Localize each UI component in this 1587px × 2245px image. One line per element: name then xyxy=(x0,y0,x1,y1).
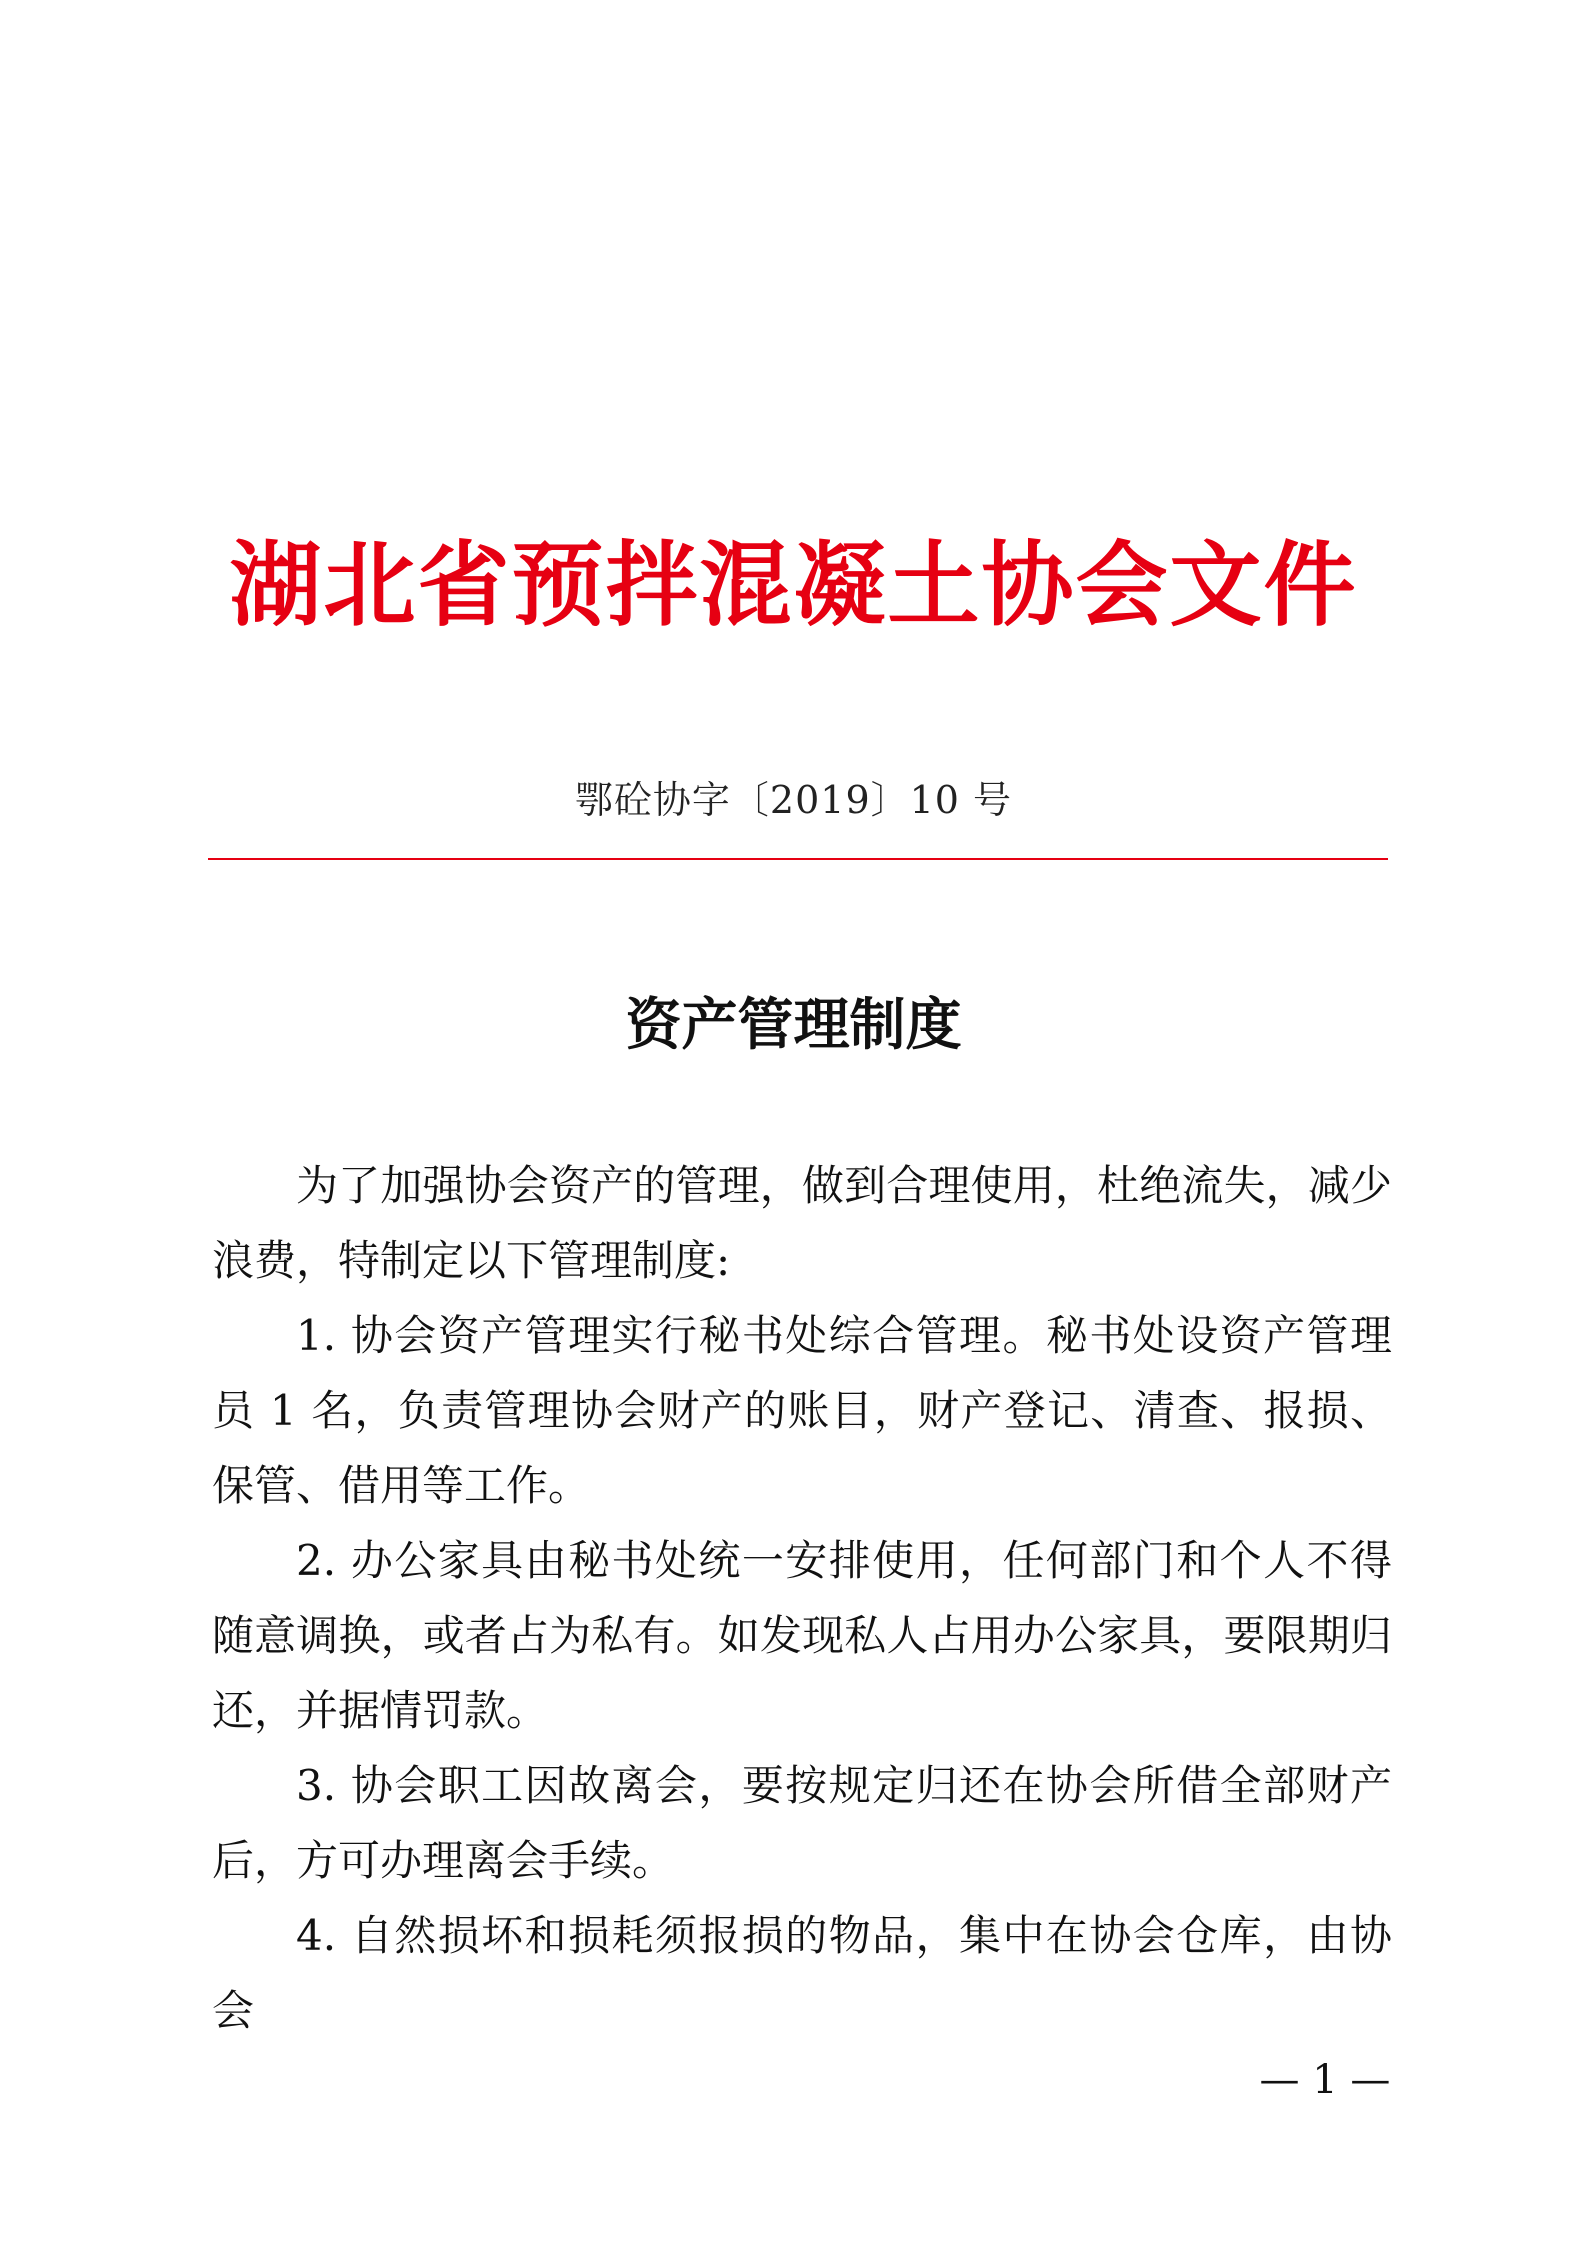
org-header-title: 湖北省预拌混凝土协会文件 xyxy=(229,531,1358,639)
document-number: 鄂砼协字〔2019〕10 号 xyxy=(574,778,1013,822)
body-paragraph-item-3: 3. 协会职工因故离会，要按规定归还在协会所借全部财产后，方可办理离会手续。 xyxy=(212,1761,1392,1885)
body-paragraph-intro: 为了加强协会资产的管理，做到合理使用，杜绝流失，减少浪费，特制定以下管理制度: xyxy=(212,1161,1392,1285)
page-number: — 1 — xyxy=(1259,2057,1391,2103)
body-paragraph-item-4: 4. 自然损坏和损耗须报损的物品，集中在协会仓库，由协会 xyxy=(212,1911,1392,2035)
body-paragraph-item-1: 1. 协会资产管理实行秘书处综合管理。秘书处设资产管理员 1 名，负责管理协会财产的账目，财产登记、清查、报损、保管、借用等工作。 xyxy=(212,1311,1392,1510)
document-title: 资产管理制度 xyxy=(625,992,962,1058)
red-divider-line xyxy=(208,858,1388,860)
body-paragraph-item-2: 2. 办公家具由秘书处统一安排使用，任何部门和个人不得随意调换，或者占为私有。如发现私人占用办公家具，要限期归还，并据情罚款。 xyxy=(212,1536,1392,1735)
document-body xyxy=(212,1148,1392,2048)
